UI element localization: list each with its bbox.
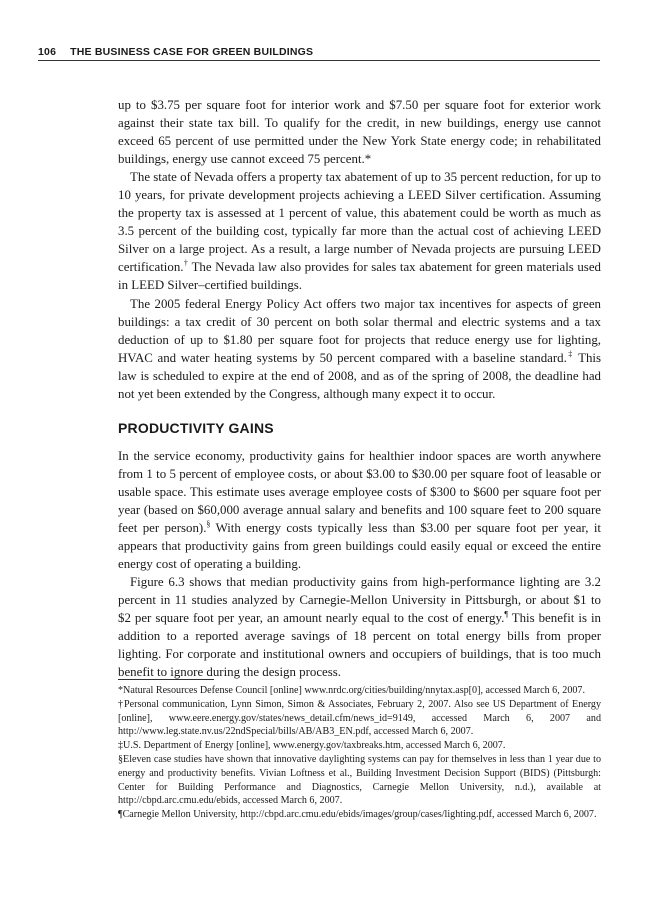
footnote-rule: [118, 679, 214, 680]
footnote: *Natural Resources Defense Council [online] www.nrdc.org/cities/building/nnytax.asp[0], accessed March 6, 2007.: [118, 685, 585, 696]
paragraph: The state of Nevada offers a property tax abatement of up to 35 percent reduction, for up to 10 years, for private development projects achieving a LEED Silver certification. Assuming the property tax is assessed at 1 percent of value, this abatement could be worth as much as 3.5 percent of the building cost, typically far more than the actual cost of achieving LEED Silver on a large project. As a result, a large number of Nevada projects are pursuing LEED certification.† The Nevada law also provides for sales tax abatement for green materials used in LEED Silver–certified buildings.: [118, 170, 601, 293]
body-text: [118, 96, 601, 681]
running-title: THE BUSINESS CASE FOR GREEN BUILDINGS: [70, 46, 314, 58]
footnote-ref: ‡: [566, 349, 574, 359]
footnote: ‡U.S. Department of Energy [online], www.energy.gov/taxbreaks.htm, accessed March 6, 2007.: [118, 740, 506, 752]
page-number: 106: [38, 46, 57, 58]
paragraph: Figure 6.3 shows that median productivity gains from high-performance lighting are 3.2 percent in 11 studies analyzed by Carnegie-Mellon University in Pittsburgh, or about $1 to $2 per square foot per year, an amount nearly equal to the cost of energy.¶ This benefit is in addition to a reported average savings of 18 percent on total energy bills from proper lighting. For corporate and institutional owners and occupiers of buildings, that is too much benefit to ignore during the design process.: [118, 575, 601, 680]
section-heading: PRODUCTIVITY GAINS: [118, 419, 274, 436]
footnote-ref: †: [183, 259, 189, 269]
header-rule: [38, 60, 600, 61]
paragraph: up to $3.75 per square foot for interior work and $7.50 per square foot for exterior work against their state tax bill. To qualify for the credit, in new buildings, energy use cannot exceed 65 percent of use permitted under the New York State energy code; in rehabilitated buildings, energy use cannot exceed 75 percent.*: [118, 98, 601, 167]
footnote: §Eleven case studies have shown that innovative daylighting systems can pay for themselves in less than 1 year due to energy and productivity benefits. Vivian Loftness et al., Building Investment Decision Support (BIDS) (Pittsburgh: Center for Building Performance and Diagnostics, Carnegie Mellon University, n.d.), available at http://cbpd.arc.cmu.edu/ebids, accessed March 6, 2007.: [118, 753, 601, 807]
footnote: ¶Carnegie Mellon University, http://cbpd.arc.cmu.edu/ebids/images/group/cases/lighting.pdf, accessed March 6, 2007.: [118, 809, 597, 821]
footnote-ref: §: [206, 519, 211, 529]
footnotes: [118, 684, 601, 822]
paragraph: The 2005 federal Energy Policy Act offers two major tax incentives for aspects of green buildings: a tax credit of 30 percent on both solar thermal and electric systems and a tax deduction of up to $1.80 per square foot for projects that reduce energy use for lighting, HVAC and water heating systems by 50 percent compared with a baseline standard.‡ This law is scheduled to expire at the end of 2008, and as of the spring of 2008, the deadline had not yet been extended by the Congress, although many expect it to occur.: [118, 296, 601, 401]
paragraph: In the service economy, productivity gains for healthier indoor spaces are worth anywhere from 1 to 5 percent of employee costs, or about $3.00 to $30.00 per square foot of leasable or usable space. This estimate uses average employee costs of $300 to $600 per square foot per year (based on $60,000 average annual salary and benefits and 100 square feet to 200 square feet per person).§ With energy costs typically less than $3.00 per square foot per year, it appears that productivity gains from green buildings could easily equal or exceed the entire energy cost of operating a building.: [118, 448, 601, 572]
running-head: [38, 46, 600, 58]
footnote-ref: ¶: [504, 609, 508, 619]
footnote: †Personal communication, Lynn Simon, Simon & Associates, February 2, 2007. Also see US Department of Energy [online], www.eere.energy.gov/states/news_detail.cfm/news_id=9149, accessed March 6, 2007 and http://www.leg.state.nv.us/22ndSpecial/bills/AB/AB3_EN.pdf, accessed March 6, 2007.: [118, 698, 601, 738]
